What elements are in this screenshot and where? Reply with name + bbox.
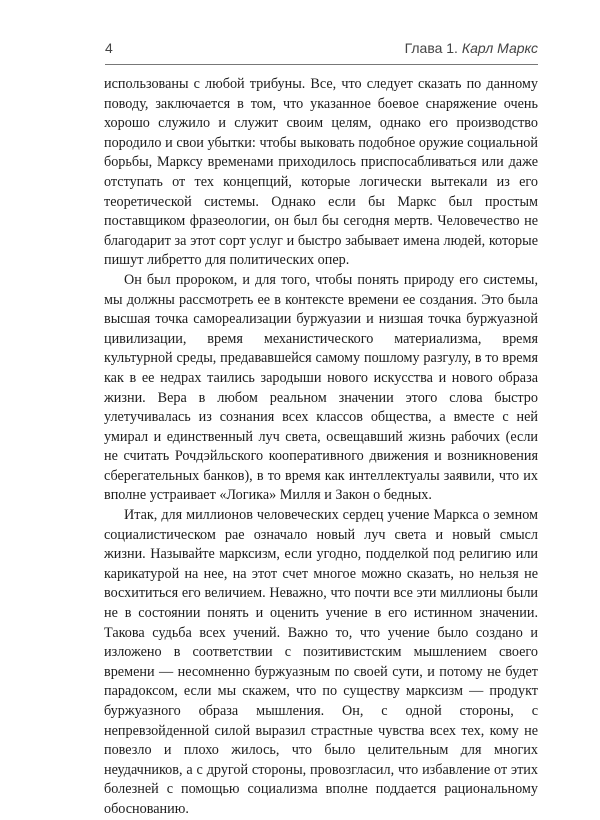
chapter-label: Глава 1. [404,40,458,56]
running-title [405,40,538,56]
paragraph: использованы с любой трибуны. Все, что следует сказать по данному поводу, заключается в том, что указанное боевое снаряжение очень хорошо служило и служит своим целям, однако его производство породило и свои убытки: чтобы выковать подобное оружие социальной борьбы, Марксу временами приходилось приспосабливаться или даже отступать от тех концепций, которые логически вытекали из его теоретической системы. Однако если бы Маркс был простым поставщиком фразеологии, он был бы сегодня мертв. Человечество не благодарит за этот сорт услуг и быстро забывает имена людей, которые пишут либретто для политических опер. [104,76,538,269]
header-rule [105,64,538,65]
page-number: 4 [105,40,113,56]
running-header [105,38,538,62]
chapter-author: Карл Маркс [461,40,538,56]
body-text [104,75,538,820]
paragraph: Итак, для миллионов человеческих сердец учение Маркса о земном социалистическом рае означало новый луч света и новый смысл жизни. Называйте марксизм, если угодно, подделкой под религию или карикатурой на нее, на этот счет многое можно сказать, но нельзя не восхититься его величием. Неважно, что почти все эти миллионы были не в состоянии понять и оценить учение в его истинном значении. Такова судьба всех учений. Важно то, что учение было создано и изложено в соответствии с позитивистским мышлением своего времени — несомненно буржуазным по своей сути, и потому не будет парадоксом, если мы скажем, что по существу марксизм — продукт буржуазного образа мышления. Он, с одной стороны, с непревзойденной силой выразил страстные чувства всех тех, кому не повезло и плохо жилось, что было целительным для многих неудачников, а с другой стороны, провозгласил, что избавление от этих болезней с помощью социализма вполне поддается рациональному обоснованию. [104,507,538,817]
paragraph: Он был пророком, и для того, чтобы понять природу его системы, мы должны рассмотреть ее в контексте времени ее создания. Это была высшая точка самореализации буржуазии и низшая точка буржуазной цивилизации, время механистического материализма, время культурной среды, предававшейся самому пошлому разгулу, в то время как в ее недрах таились зародыши нового искусства и нового образа жизни. Вера в любом реальном значении этого слова быстро улетучивалась из сознания всех классов общества, а вместе с ней умирал и единственный луч света, освещавший жизнь рабочих (если не считать Рочдэйльского кооперативного движения и возникновения сберегательных банков), в то время как интеллектуалы заявили, что их вполне устраивает «Логика» Милля и Закон о бедных. [104,271,538,504]
